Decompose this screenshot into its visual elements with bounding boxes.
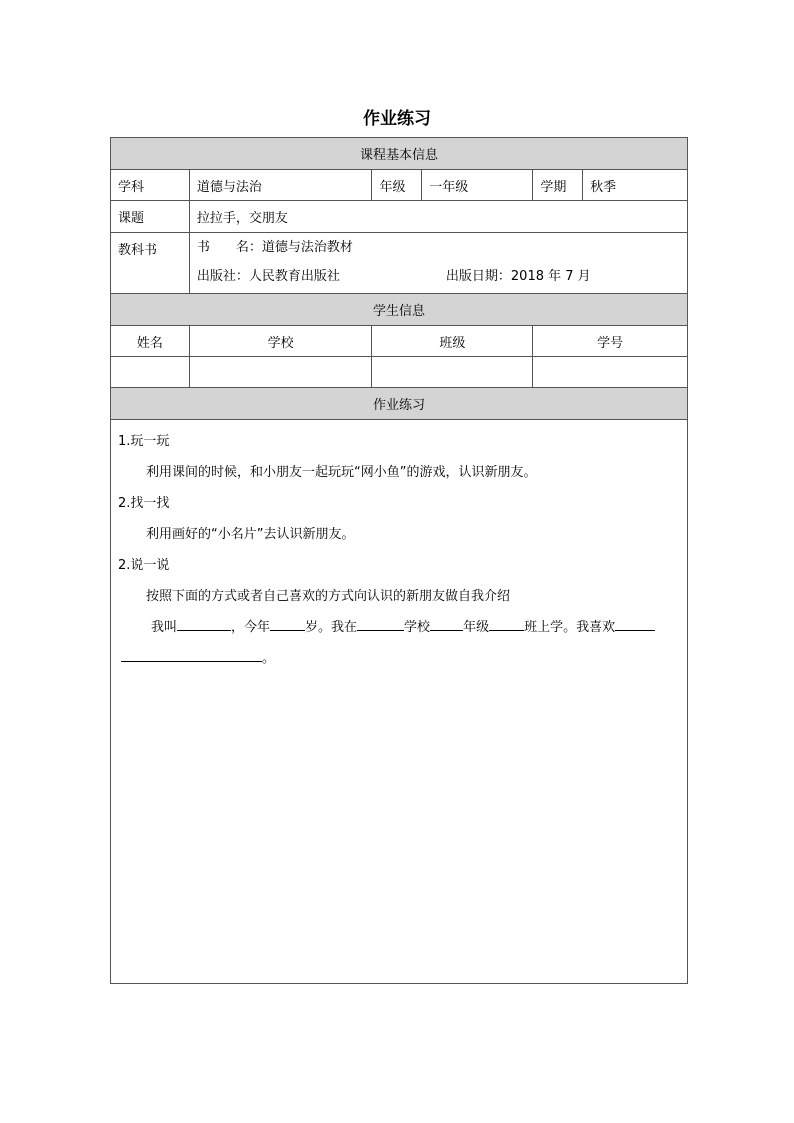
- pub-date-value: 2018 年 7 月: [510, 269, 591, 284]
- textbook-label: 教科书: [111, 233, 190, 294]
- pub-date-label: 出版日期：: [445, 269, 511, 284]
- hobby-blank-continued[interactable]: [121, 647, 262, 662]
- item2-title: 2.找一找: [118, 496, 170, 511]
- student-class-header: 班级: [372, 326, 533, 357]
- name-blank[interactable]: [177, 616, 231, 631]
- publisher-line: [197, 262, 680, 291]
- student-name-cell[interactable]: [111, 357, 190, 388]
- fill-text-5: 年级: [463, 620, 490, 635]
- student-school-cell[interactable]: [189, 357, 372, 388]
- student-id-cell[interactable]: [533, 357, 688, 388]
- item2-text: 利用画好的“小名片”去认识新朋友。: [146, 527, 355, 542]
- item1-text: 利用课间的时候，和小朋友一起玩玩“网小鱼”的游戏，认识新朋友。: [146, 465, 537, 480]
- term-label: 学期: [533, 170, 583, 201]
- course-info-header: 课程基本信息: [111, 138, 688, 170]
- subject-label: 学科: [111, 170, 190, 201]
- class-blank[interactable]: [489, 616, 524, 631]
- fill-text-6: 班上学。我喜欢: [524, 620, 616, 635]
- age-blank[interactable]: [270, 616, 305, 631]
- grade-blank[interactable]: [430, 616, 463, 631]
- fill-text-4: 学校: [404, 620, 431, 635]
- student-info-header: 学生信息: [111, 294, 688, 326]
- fill-in-line-1: [118, 612, 680, 643]
- student-id-header: 学号: [533, 326, 688, 357]
- subject-value: 道德与法治: [189, 170, 372, 201]
- topic-label: 课题: [111, 201, 190, 233]
- student-school-header: 学校: [189, 326, 372, 357]
- textbook-info: [189, 233, 687, 294]
- item3-title: 2.说一说: [118, 558, 170, 573]
- fill-text-3: 岁。我在: [305, 620, 358, 635]
- exercise-header: 作业练习: [111, 388, 688, 420]
- page-title: 作业练习: [363, 109, 431, 129]
- publisher-value: 人民教育出版社: [248, 269, 340, 284]
- book-name-line: [197, 233, 680, 262]
- item3-text: 按照下面的方式或者自己喜欢的方式向认识的新朋友做自我介绍: [146, 589, 511, 604]
- item1-title: 1.玩一玩: [118, 434, 170, 449]
- fill-in-line-2: [118, 643, 680, 674]
- hobby-blank[interactable]: [615, 616, 655, 631]
- school-blank[interactable]: [357, 616, 404, 631]
- book-name-value: 道德与法治教材: [261, 240, 353, 255]
- term-value: 秋季: [583, 170, 688, 201]
- student-class-cell[interactable]: [372, 357, 533, 388]
- publisher-label: 出版社：: [196, 269, 249, 284]
- grade-value: 一年级: [422, 170, 533, 201]
- grade-label: 年级: [372, 170, 422, 201]
- student-name-header: 姓名: [111, 326, 190, 357]
- book-name-label-2: 名：: [235, 240, 262, 255]
- topic-value: 拉拉手，交朋友: [189, 201, 687, 233]
- fill-text-7: 。: [262, 651, 276, 666]
- fill-text-1: 我叫: [151, 620, 178, 635]
- exercise-content: [111, 420, 688, 984]
- fill-text-2: ，今年: [231, 620, 271, 635]
- homework-table: [110, 137, 688, 984]
- book-name-label: 书: [196, 240, 210, 255]
